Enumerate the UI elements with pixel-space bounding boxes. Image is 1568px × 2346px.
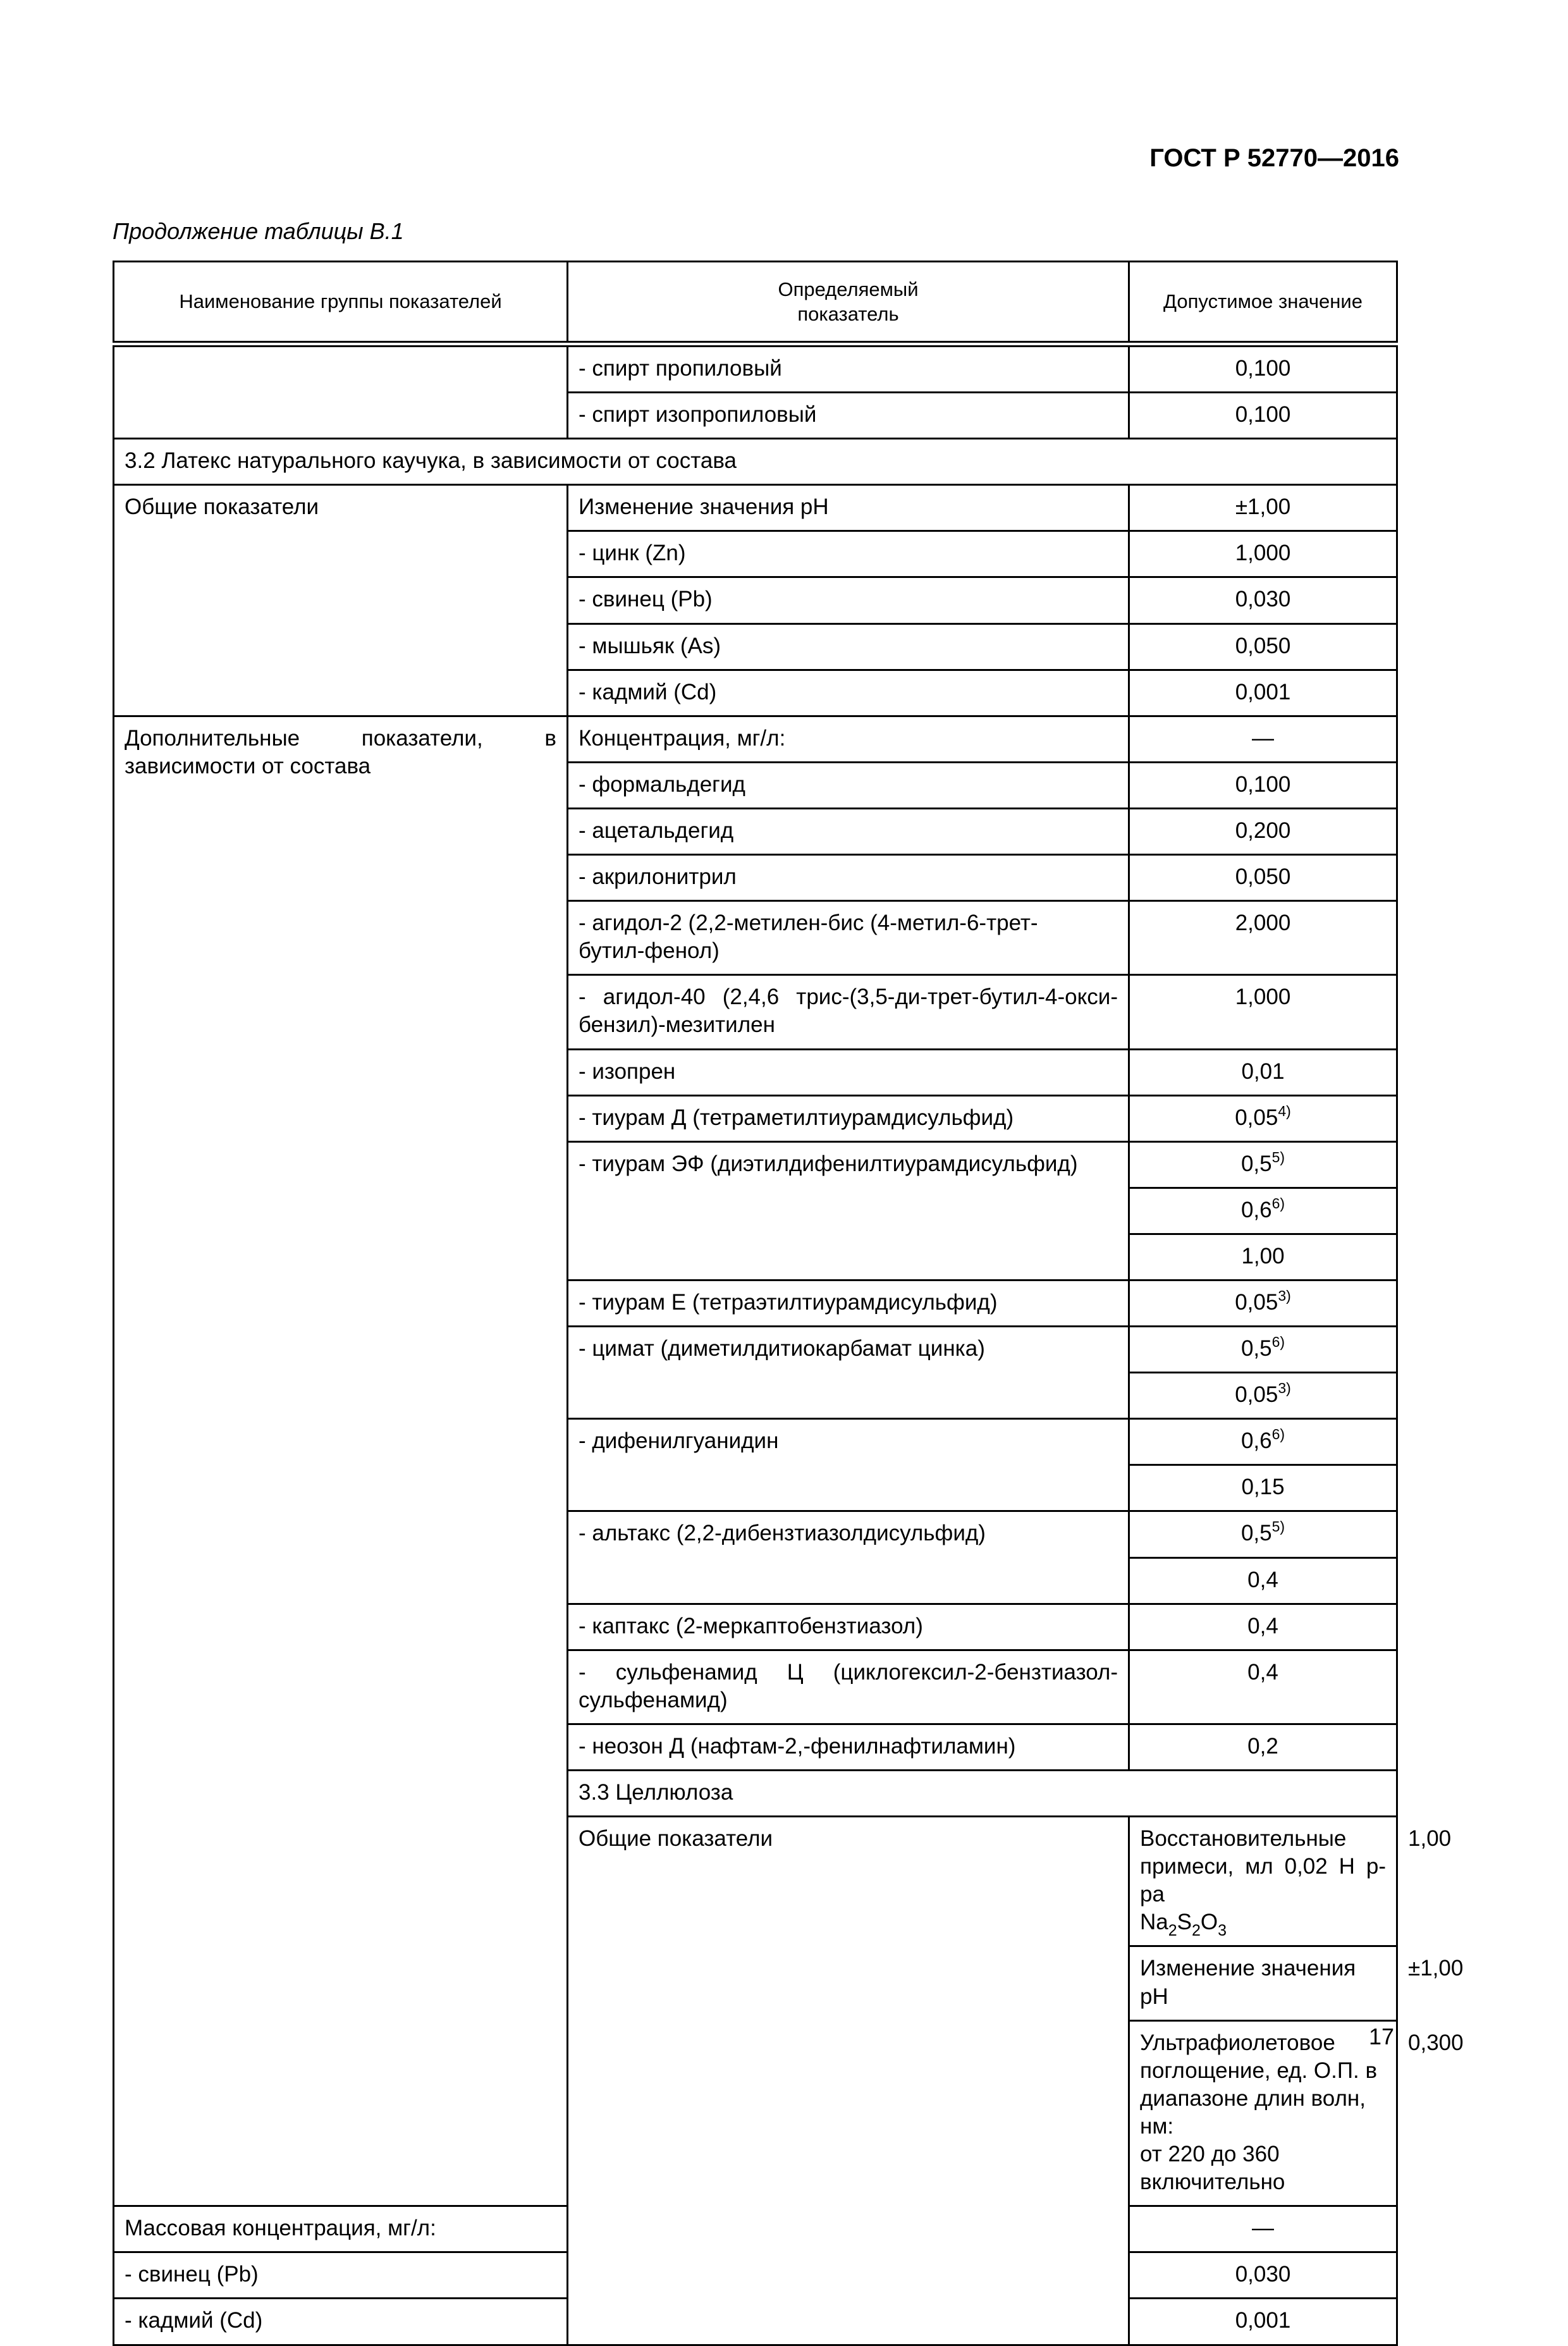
footnote-ref: 5) bbox=[1271, 1148, 1285, 1165]
value-cell: 0,050 bbox=[1129, 623, 1397, 670]
value-cell: 1,000 bbox=[1129, 975, 1397, 1049]
value-text: 0,5 bbox=[1240, 1521, 1272, 1546]
indicator-cell: Массовая концентрация, мг/л: bbox=[114, 2206, 568, 2252]
indicator-cell: - альтакс (2,2-дибензтиазолдисульфид) bbox=[568, 1511, 1129, 1604]
chemical-formula: $Na_2S_2O_3$ bbox=[1140, 1910, 1227, 1940]
value-text: 0,6 bbox=[1240, 1428, 1272, 1454]
value-cell: 0,100 bbox=[1129, 393, 1397, 439]
value-text: 0,05 bbox=[1235, 1105, 1278, 1130]
section-title: 3.3 Целлюлоза bbox=[568, 1771, 1397, 1817]
value-cell bbox=[1129, 1327, 1397, 1373]
value-cell bbox=[1129, 1280, 1397, 1326]
indicator-cell: - формальдегид bbox=[568, 762, 1129, 808]
table-caption: Продолжение таблицы В.1 bbox=[113, 218, 404, 244]
table-header-row bbox=[114, 262, 1397, 345]
header-indicator: Определяемый показатель bbox=[568, 262, 1129, 345]
indicator-cell: - свинец (Pb) bbox=[114, 2252, 568, 2299]
footnote-ref: 4) bbox=[1278, 1102, 1291, 1119]
group-cell: Общие показатели bbox=[568, 1817, 1129, 2345]
indicator-cell bbox=[1129, 1817, 1397, 1946]
indicator-text: Ультрафиолетовое поглощение, ед. О.П. в диапазоне длин волн, нм: bbox=[1140, 2030, 1378, 2139]
table-row bbox=[114, 485, 1397, 531]
indicator-text: от 220 до 360 включительно bbox=[1140, 2142, 1285, 2195]
indicator-cell: - тиурам ЭФ (диэтилдифенилтиурамдисульфид) bbox=[568, 1141, 1129, 1280]
indicator-cell: - дифенилгуанидин bbox=[568, 1419, 1129, 1511]
indicator-cell: - каптакс (2-меркаптобензтиазол) bbox=[568, 1604, 1129, 1650]
indicator-cell: Концентрация, мг/л: bbox=[568, 716, 1129, 762]
indicator-cell: - неозон Д (нафтам-2,-фенилнафтиламин) bbox=[568, 1724, 1129, 1770]
value-cell: 2,000 bbox=[1129, 901, 1397, 975]
value-text: 0,5 bbox=[1240, 1151, 1272, 1176]
value-cell: — bbox=[1129, 716, 1397, 762]
value-cell bbox=[1129, 1511, 1397, 1557]
indicator-cell: - спирт пропиловый bbox=[568, 344, 1129, 393]
footnote-ref: 3) bbox=[1278, 1287, 1291, 1304]
value-cell: 0,4 bbox=[1129, 1557, 1397, 1604]
value-text: 0,05 bbox=[1235, 1382, 1278, 1408]
value-cell: 0,100 bbox=[1129, 762, 1397, 808]
value-cell: — bbox=[1129, 2206, 1397, 2252]
indicator-cell: - спирт изопропиловый bbox=[568, 393, 1129, 439]
indicator-cell: - кадмий (Cd) bbox=[568, 670, 1129, 716]
value-cell: 0,030 bbox=[1129, 577, 1397, 623]
indicator-cell: - цинк (Zn) bbox=[568, 531, 1129, 577]
indicator-cell: - кадмий (Cd) bbox=[114, 2299, 568, 2345]
value-cell bbox=[1129, 1141, 1397, 1188]
indicator-text: Восстановительные примеси, мл 0,02 Н р-ра bbox=[1140, 1826, 1386, 1907]
indicator-cell: - цимат (диметилдитиокарбамат цинка) bbox=[568, 1327, 1129, 1419]
value-cell: 0,030 bbox=[1129, 2252, 1397, 2299]
value-cell: 0,01 bbox=[1129, 1049, 1397, 1095]
value-cell: 0,050 bbox=[1129, 855, 1397, 901]
group-cell: Общие показатели bbox=[114, 485, 568, 716]
table-row: Изменение значения pH ±1,00 bbox=[114, 1946, 1397, 2020]
value-cell: 0,100 bbox=[1129, 344, 1397, 393]
document-code: ГОСТ Р 52770—2016 bbox=[1149, 144, 1399, 172]
indicator-cell: Изменение значения pH bbox=[1129, 1946, 1397, 2020]
indicator-cell: - тиурам Е (тетраэтилтиурамдисульфид) bbox=[568, 1280, 1129, 1326]
table-row bbox=[114, 344, 1397, 393]
value-cell: 0,001 bbox=[1129, 2299, 1397, 2345]
indicator-cell: - агидол-40 (2,4,6 трис-(3,5-ди-трет-бутил-4-окси-бензил)-мезитилен bbox=[568, 975, 1129, 1049]
table-row: Общие показатели Восстановительные примеси, мл 0,02 Н р-ра $Na_2S_2O_3$ 1,00 bbox=[114, 1817, 1397, 1946]
footnote-ref: 6) bbox=[1271, 1334, 1285, 1351]
value-cell: 0,4 bbox=[1129, 1604, 1397, 1650]
group-cell: Дополнительные показатели, в зависимости от состава bbox=[114, 716, 568, 2206]
indicator-cell: - свинец (Pb) bbox=[568, 577, 1129, 623]
footnote-ref: 3) bbox=[1278, 1380, 1291, 1397]
value-text: 0,5 bbox=[1240, 1336, 1272, 1361]
value-text: 0,05 bbox=[1235, 1289, 1278, 1315]
indicator-cell: - агидол-2 (2,2-метилен-бис (4-метил-6-трет-бутил-фенол) bbox=[568, 901, 1129, 975]
value-cell: ±1,00 bbox=[1129, 485, 1397, 531]
value-cell: 0,200 bbox=[1129, 808, 1397, 854]
value-cell: 0,001 bbox=[1129, 670, 1397, 716]
value-cell bbox=[1129, 1095, 1397, 1141]
header-group: Наименование группы показателей bbox=[114, 262, 568, 345]
page-number: 17 bbox=[1368, 2024, 1394, 2049]
indicator-cell: - акрилонитрил bbox=[568, 855, 1129, 901]
value-cell: 0,4 bbox=[1129, 1650, 1397, 1724]
table-row bbox=[114, 716, 1397, 762]
footnote-ref: 5) bbox=[1271, 1518, 1285, 1535]
indicator-cell: - мышьяк (As) bbox=[568, 623, 1129, 670]
table-row: Ультрафиолетовое поглощение, ед. О.П. в диапазоне длин волн, нм: от 220 до 360 включительно 0,300 bbox=[114, 2020, 1397, 2206]
indicator-cell: Изменение значения pH bbox=[568, 485, 1129, 531]
indicator-cell: - сульфенамид Ц (циклогексил-2-бензтиазол-сульфенамид) bbox=[568, 1650, 1129, 1724]
value-text: 0,6 bbox=[1240, 1197, 1272, 1222]
value-cell: 0,2 bbox=[1129, 1724, 1397, 1770]
footnote-ref: 6) bbox=[1271, 1426, 1285, 1443]
footnote-ref: 6) bbox=[1271, 1194, 1285, 1212]
header-value: Допустимое значение bbox=[1129, 262, 1397, 345]
value-cell bbox=[1129, 1188, 1397, 1234]
indicator-cell: - ацетальдегид bbox=[568, 808, 1129, 854]
indicator-cell bbox=[1129, 2020, 1397, 2206]
indicator-cell: - тиурам Д (тетраметилтиурамдисульфид) bbox=[568, 1095, 1129, 1141]
value-cell bbox=[1129, 1373, 1397, 1419]
value-cell: 1,000 bbox=[1129, 531, 1397, 577]
value-cell: 1,00 bbox=[1129, 1234, 1397, 1280]
value-cell: 0,15 bbox=[1129, 1465, 1397, 1511]
indicators-table bbox=[113, 261, 1464, 2346]
section-title: 3.2 Латекс натурального каучука, в зависимости от состава bbox=[114, 439, 1397, 485]
value-cell bbox=[1129, 1419, 1397, 1465]
group-cell-empty bbox=[114, 344, 568, 439]
section-row bbox=[114, 439, 1397, 485]
indicator-cell: - изопрен bbox=[568, 1049, 1129, 1095]
